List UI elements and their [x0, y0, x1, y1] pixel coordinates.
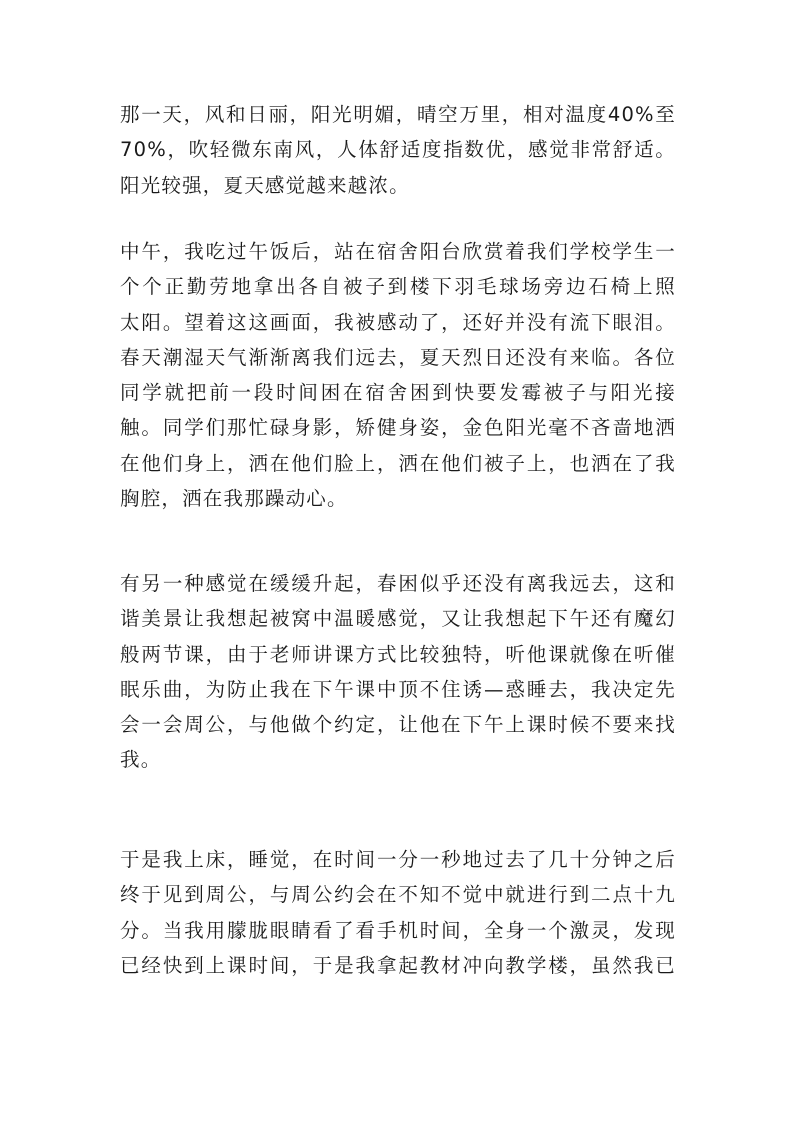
paragraph-line: 已经快到上课时间，于是我拿起教材冲向教学楼，虽然我已 — [120, 953, 676, 977]
paragraph-line: 太阳。望着这这画面，我被感动了，还好并没有流下眼泪。 — [120, 310, 676, 334]
paragraph-line: 般两节课，由于老师讲课方式比较独特，听他课就像在听催 — [120, 642, 676, 666]
paragraph-line: 谐美景让我想起被窝中温暖感觉，又让我想起下午还有魔幻 — [120, 607, 676, 631]
paragraph-2 — [120, 234, 676, 516]
paragraph-line: 分。当我用朦胧眼睛看了看手机时间，全身一个激灵，发现 — [120, 918, 676, 942]
paragraph-line: 有另一种感觉在缓缓升起，春困似乎还没有离我远去，这和 — [120, 572, 676, 595]
paragraph-line: 春天潮湿天气渐渐离我们远去，夏天烈日还没有来临。各位 — [120, 345, 676, 369]
paragraph-line: 胸腔，洒在我那躁动心。 — [120, 487, 348, 511]
paragraph-4 — [120, 842, 676, 983]
paragraph-line: 70%，吹轻微东南风，人体舒适度指数优，感觉非常舒适。 — [120, 138, 676, 162]
paragraph-1 — [120, 97, 676, 203]
paragraph-line: 阳光较强，夏天感觉越来越浓。 — [120, 173, 410, 197]
paragraph-line: 于是我上床，睡觉，在时间一分一秒地过去了几十分钟之后 — [120, 848, 676, 871]
paragraph-line: 终于见到周公，与周公约会在不知不觉中就进行到二点十九 — [120, 883, 676, 907]
paragraph-line: 在他们身上，洒在他们脸上，洒在他们被子上，也洒在了我 — [120, 451, 676, 475]
paragraph-line: 个个正勤劳地拿出各自被子到楼下羽毛球场旁边石椅上照 — [120, 275, 676, 299]
paragraph-line: 中午，我吃过午饭后，站在宿舍阳台欣赏着我们学校学生一 — [120, 240, 676, 263]
paragraph-line: 眠乐曲，为防止我在下午课中顶不住诱—惑睡去，我决定先 — [120, 677, 676, 701]
paragraph-line: 会一会周公，与他做个约定，让他在下午上课时候不要来找 — [120, 713, 676, 737]
paragraph-line: 同学就把前一段时间困在宿舍困到快要发霉被子与阳光接 — [120, 381, 676, 405]
paragraph-line: 那一天，风和日丽，阳光明媚，晴空万里，相对温度40%至 — [120, 103, 676, 126]
paragraph-3 — [120, 566, 676, 778]
paragraph-line: 我。 — [120, 748, 162, 772]
paragraph-line: 触。同学们那忙碌身影，矫健身姿，金色阳光毫不吝啬地洒 — [120, 416, 676, 440]
